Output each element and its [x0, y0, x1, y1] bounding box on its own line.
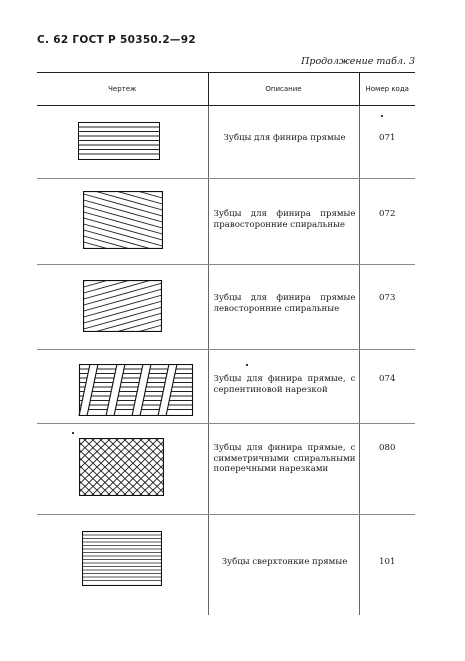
- column-header-description: Описание: [208, 73, 359, 106]
- description-cell: [208, 265, 359, 350]
- scan-speck: [72, 432, 74, 434]
- row-code: 072: [379, 209, 396, 219]
- table-row: [37, 106, 415, 179]
- serpentine-teeth-drawing: [65, 364, 199, 416]
- code-cell: [359, 515, 415, 616]
- table-row: [37, 265, 415, 350]
- teeth-table: [37, 72, 415, 615]
- description-cell: [208, 179, 359, 265]
- superfine-teeth-drawing: [82, 531, 162, 586]
- row-description: Зубцы для финира прямые, с симметричными спиральными поперечными нарезками: [213, 443, 356, 474]
- drawing-cell: [37, 424, 208, 515]
- code-cell: [359, 265, 415, 350]
- column-header-drawing: Чертеж: [37, 73, 208, 106]
- table-row: [37, 424, 415, 515]
- page-header: С. 62 ГОСТ Р 50350.2—92: [37, 34, 196, 46]
- drawing-cell: [37, 515, 208, 616]
- drawing-cell: [37, 350, 208, 424]
- description-cell: [208, 424, 359, 515]
- row-description: Зубцы для финира прямые, с серпентиновой нарезкой: [213, 374, 356, 395]
- scan-speck: [381, 115, 383, 117]
- table-header-row: [37, 73, 415, 106]
- drawing-cell: [37, 106, 208, 179]
- code-cell: [359, 179, 415, 265]
- description-cell: [208, 106, 359, 179]
- row-code: 074: [379, 374, 396, 384]
- column-header-code: Номер кода: [359, 73, 415, 106]
- table-row: [37, 350, 415, 424]
- drawing-cell: [37, 179, 208, 265]
- drawing-cell: [37, 265, 208, 350]
- row-description: Зубцы для финира прямые левосторонние спиральные: [213, 293, 356, 314]
- row-code: 071: [379, 133, 396, 143]
- row-code: 101: [379, 557, 396, 567]
- code-cell: [359, 106, 415, 179]
- right-spiral-teeth-drawing: [83, 191, 163, 249]
- row-description: Зубцы для финира прямые правосторонние спиральные: [213, 209, 356, 230]
- straight-teeth-drawing: [78, 122, 160, 160]
- row-code: 073: [379, 293, 396, 303]
- table-row: [37, 179, 415, 265]
- row-description: Зубцы для финира прямые: [223, 133, 346, 143]
- row-code: 080: [379, 443, 396, 453]
- code-cell: [359, 350, 415, 424]
- description-cell: [208, 350, 359, 424]
- left-spiral-teeth-drawing: [83, 280, 162, 332]
- table-continuation-label: Продолжение табл. 3: [301, 56, 415, 67]
- code-cell: [359, 424, 415, 515]
- crosscut-teeth-drawing: [79, 438, 164, 496]
- scan-speck: [246, 364, 248, 366]
- row-description: Зубцы сверхтонкие прямые: [221, 557, 348, 567]
- table-row: [37, 515, 415, 616]
- description-cell: [208, 515, 359, 616]
